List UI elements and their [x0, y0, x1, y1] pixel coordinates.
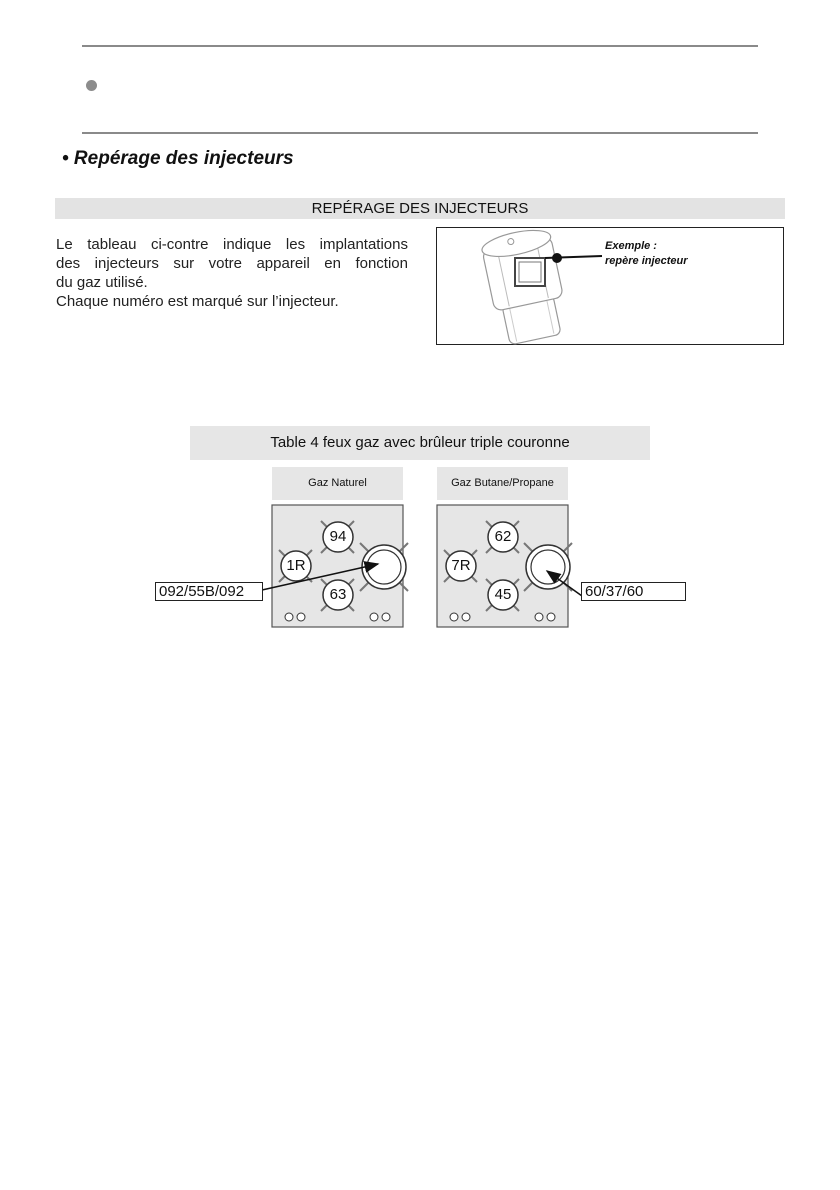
- intro-line: du gaz utilisé.: [56, 274, 148, 291]
- natural-burner-left-label: 1R: [286, 557, 306, 574]
- intro-line: Le tableau ci-contre indique les implantations: [56, 236, 408, 253]
- natural-burner-top-label: 94: [329, 528, 347, 545]
- lpg-burner-left-label: 7R: [451, 557, 471, 574]
- lpg-burner-bottom-label: 45: [494, 586, 512, 603]
- intro-line: des injecteurs sur votre appareil en fonction: [56, 255, 408, 272]
- lpg-gas-label: Gaz Butane/Propane: [437, 467, 568, 500]
- lpg-burner-top-label: 62: [494, 528, 512, 545]
- lpg-triple-crown-callout: 60/37/60: [581, 582, 686, 601]
- example-caption: repère injecteur: [605, 255, 688, 267]
- section-banner: REPÉRAGE DES INJECTEURS: [55, 198, 785, 219]
- table-title: Table 4 feux gaz avec brûleur triple couronne: [190, 426, 650, 460]
- natural-gas-label: Gaz Naturel: [272, 467, 403, 500]
- example-title: Exemple :: [605, 240, 657, 252]
- intro-line: Chaque numéro est marqué sur l’injecteur.: [56, 293, 339, 310]
- natural-triple-crown-callout: 092/55B/092: [155, 582, 263, 601]
- natural-burner-bottom-label: 63: [329, 586, 347, 603]
- section-title: • Repérage des injecteurs: [62, 148, 294, 169]
